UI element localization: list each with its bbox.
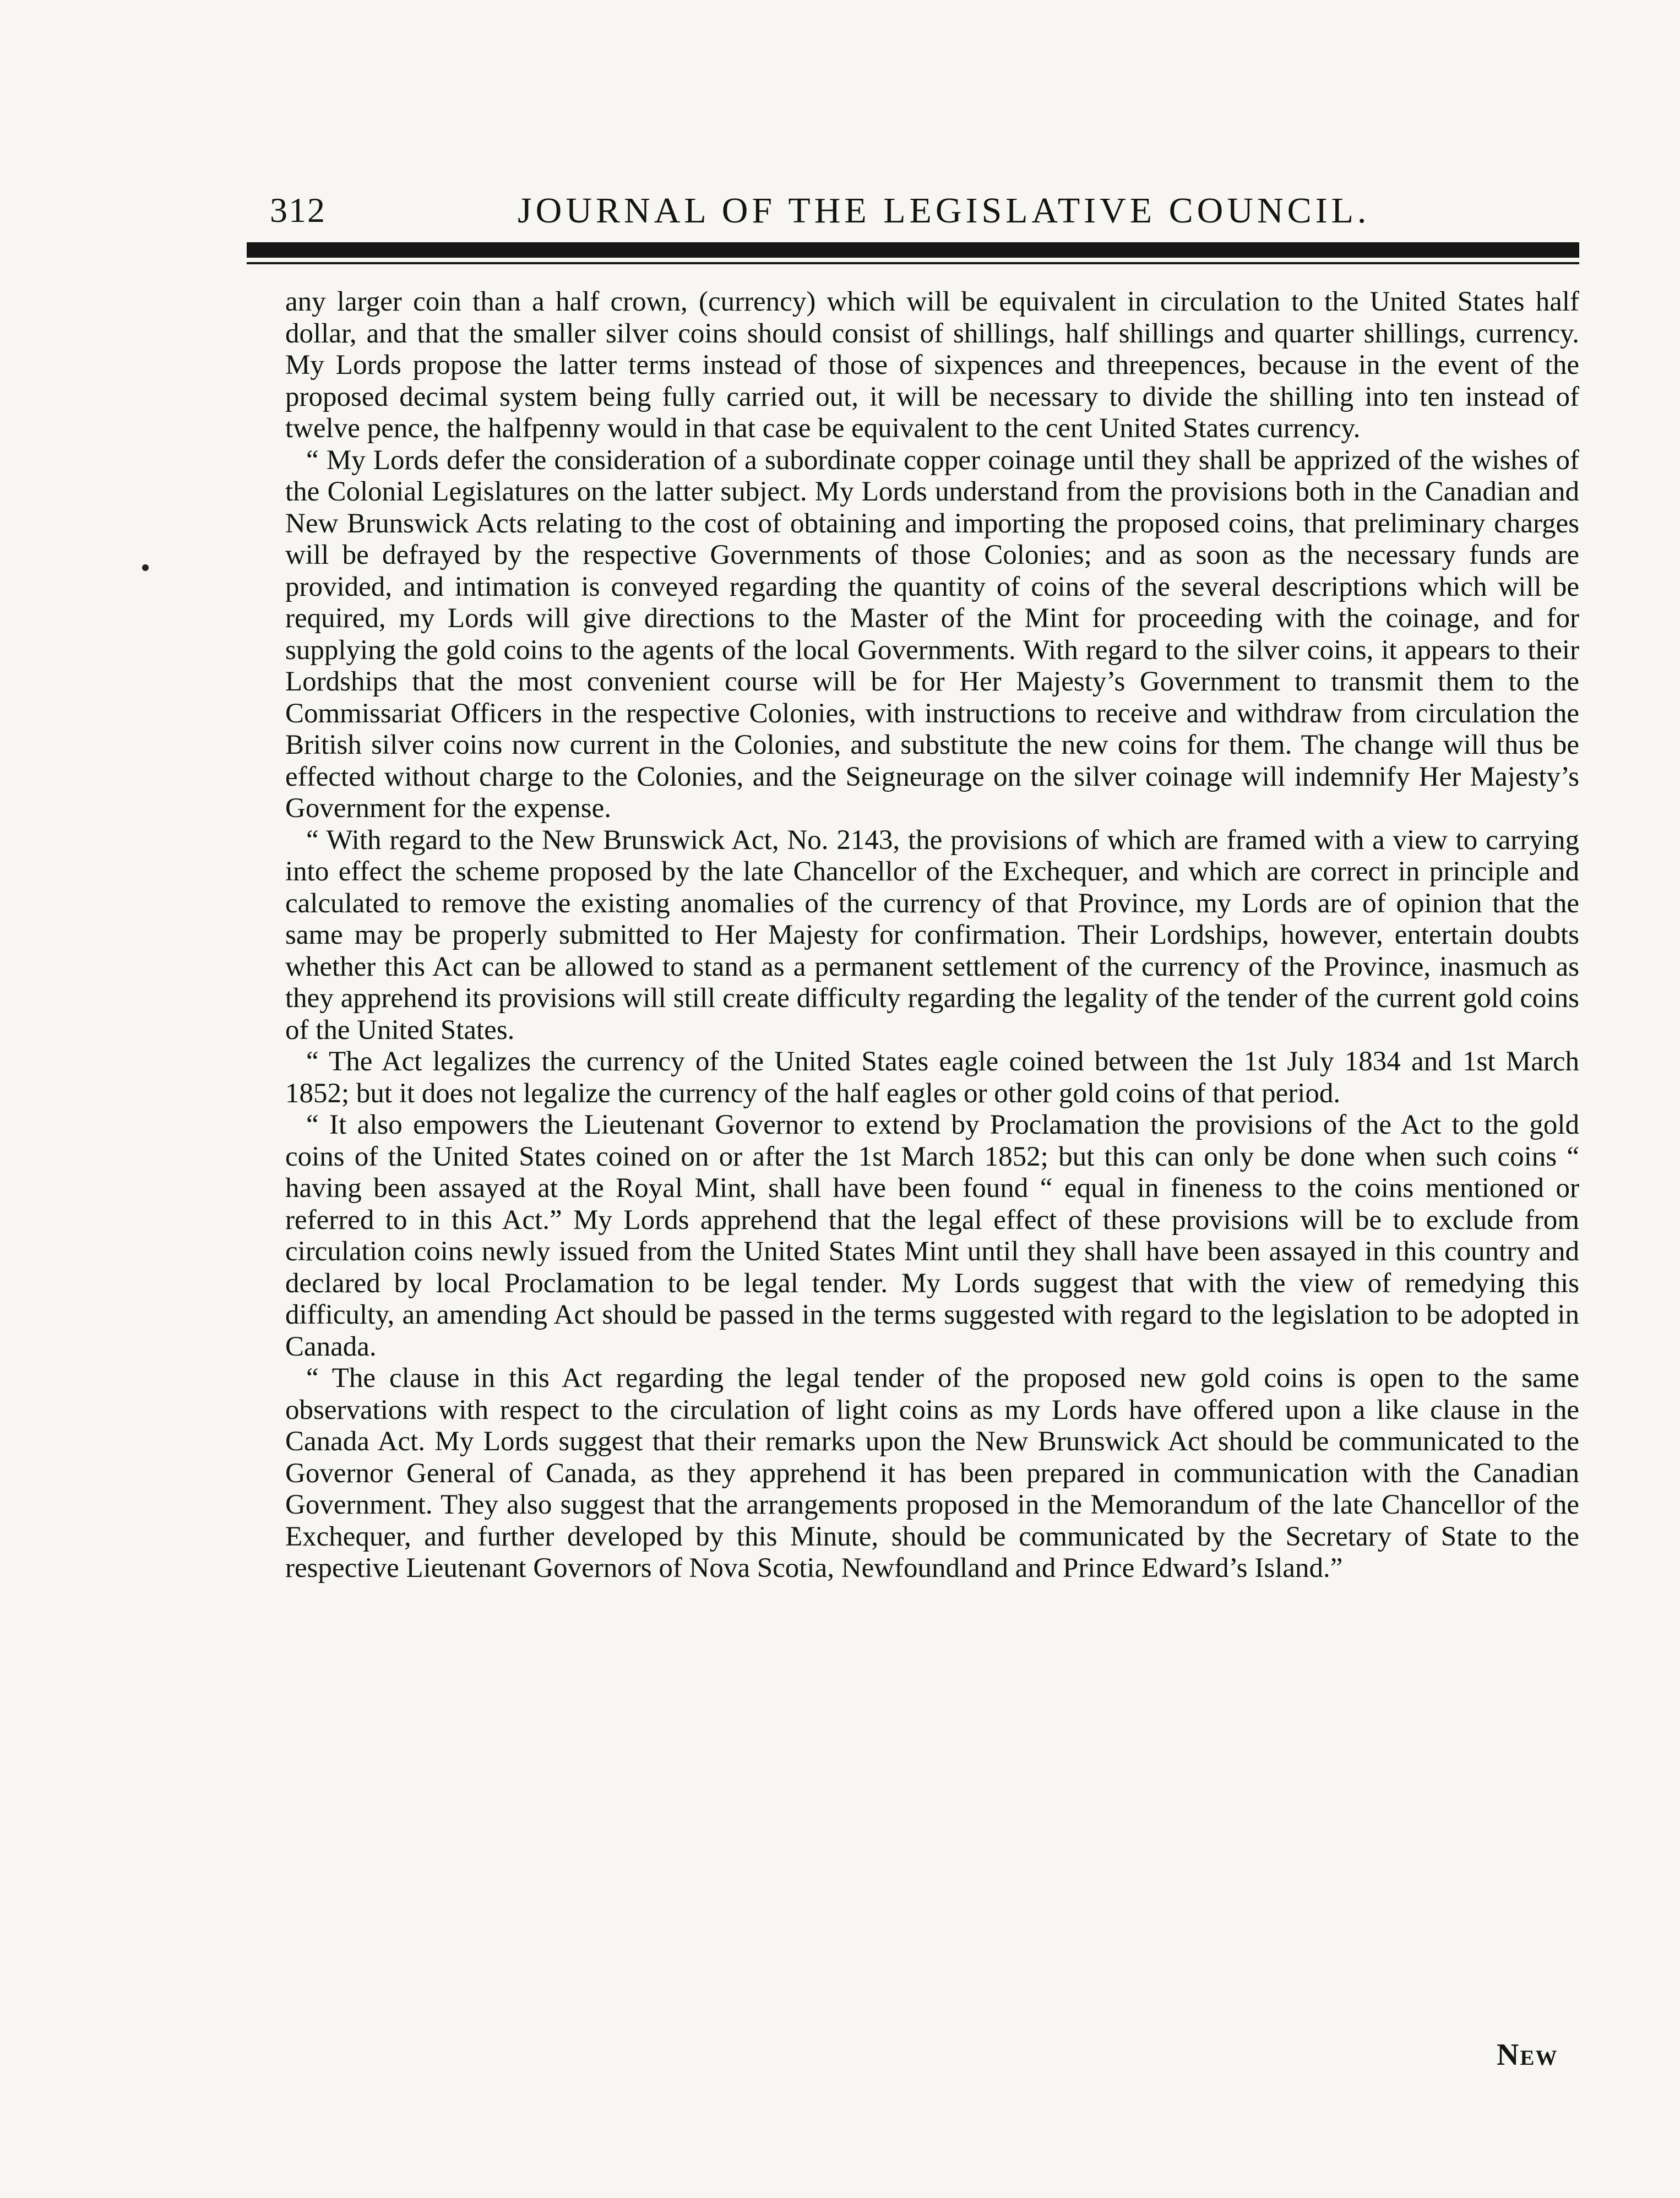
- header-rule-thin: [247, 262, 1579, 264]
- body-text: [285, 286, 1579, 1585]
- running-title: JOURNAL OF THE LEGISLATIVE COUNCIL.: [518, 191, 1371, 231]
- paragraph: “ It also empowers the Lieutenant Governor to extend by Proclamation the provisions of the Act to the gold coins of the United States coined on or after the 1st March 1852; but this can only be done when such coins “ having been assayed at the Royal Mint, shall have been found “ equal in fineness to the coins mentioned or referred to in this Act.” My Lords apprehend that the legal effect of these provisions will be to exclude from circulation coins newly issued from the United States Mint until they shall have been assayed in this country and declared by local Proclamation to be legal tender. My Lords suggest that with the view of remedying this difficulty, an amending Act should be passed in the terms suggested with regard to the legislation to be adopted in Canada.: [285, 1109, 1579, 1362]
- page-number: 312: [270, 191, 326, 230]
- paragraph: “ The Act legalizes the currency of the United States eagle coined between the 1st July 1834 and 1st March 1852; but it does not legalize the currency of the half eagles or other gold coins of that period.: [285, 1046, 1579, 1109]
- paragraph: “ My Lords defer the consideration of a subordinate copper coinage until they shall be apprized of the wishes of the Colonial Legislatures on the latter subject. My Lords understand from the provisions both in the Canadian and New Brunswick Acts relating to the cost of obtaining and importing the proposed coins, that preliminary charges will be defrayed by the respective Governments of those Colonies; and as soon as the necessary funds are provided, and intimation is conveyed regarding the quantity of coins of the several descriptions which will be required, my Lords will give directions to the Master of the Mint for proceeding with the coinage, and for supplying the gold coins to the agents of the local Governments. With regard to the silver coins, it appears to their Lordships that the most convenient course will be for Her Majesty’s Government to transmit them to the Commissariat Officers in the respective Colonies, with instructions to receive and withdraw from circulation the British silver coins now current in the Colonies, and substitute the new coins for them. The change will thus be effected without charge to the Colonies, and the Seigneurage on the silver coinage will indemnify Her Majesty’s Government for the expense.: [285, 444, 1579, 824]
- paragraph: “ With regard to the New Brunswick Act, No. 2143, the provisions of which are framed with a view to carrying into effect the scheme proposed by the late Chancellor of the Exchequer, and which are correct in principle and calculated to remove the existing anomalies of the currency of that Province, my Lords are of opinion that the same may be properly submitted to Her Majesty for confirmation. Their Lordships, however, entertain doubts whether this Act can be allowed to stand as a permanent settlement of the currency of the Province, inasmuch as they apprehend its provisions will still create difficulty regarding the legality of the tender of the current gold coins of the United States.: [285, 824, 1579, 1046]
- paragraph: any larger coin than a half crown, (currency) which will be equivalent in circulation to the United States half dollar, and that the smaller silver coins should consist of shillings, half shillings and quarter shillings, currency. My Lords propose the latter terms instead of those of sixpences and threepences, because in the event of the proposed decimal system being fully carried out, it will be necessary to divide the shilling into ten instead of twelve pence, the halfpenny would in that case be equivalent to the cent United States currency.: [285, 286, 1579, 444]
- page-header: [270, 190, 1575, 245]
- header-rule: [247, 242, 1579, 258]
- paragraph: “ The clause in this Act regarding the legal tender of the proposed new gold coins is open to the same observations with respect to the circulation of light coins as my Lords have offered upon a like clause in the Canada Act. My Lords suggest that their remarks upon the New Brunswick Act should be communicated to the Governor General of Canada, as they apprehend it has been prepared in communication with the Canadian Government. They also suggest that the arrangements proposed in the Memorandum of the late Chancellor of the Exchequer, and further developed by this Minute, should be communicated by the Secretary of State to the respective Lieutenant Governors of Nova Scotia, Newfoundland and Prince Edward’s Island.”: [285, 1363, 1579, 1584]
- catchword: New: [1497, 2038, 1558, 2072]
- margin-mark: [142, 564, 149, 571]
